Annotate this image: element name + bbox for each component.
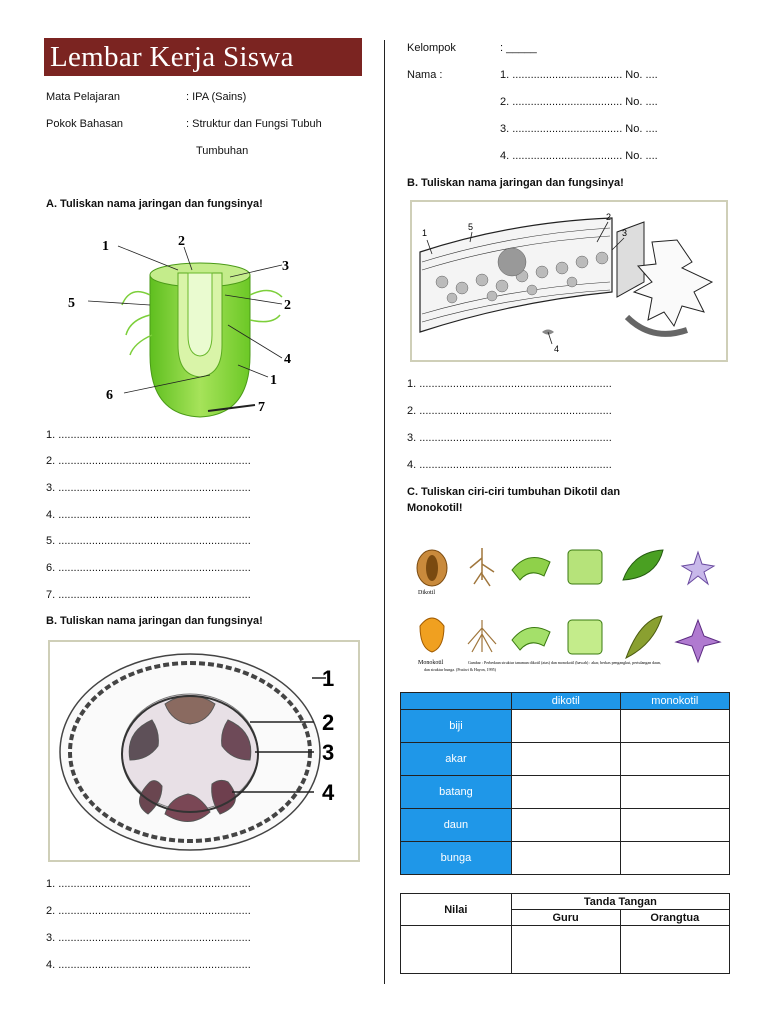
figure-label: 6 — [106, 388, 113, 403]
score-label: Nilai — [401, 894, 512, 926]
table-header: dikotil — [511, 693, 620, 710]
row-label-bunga: bunga — [401, 842, 512, 875]
figure-label: 4 — [322, 780, 335, 805]
figure-label: 2 — [284, 298, 291, 313]
figure-label: 2 — [322, 710, 335, 735]
answer-cell[interactable] — [620, 809, 729, 842]
answer-line[interactable]: 1. ............................................................... — [46, 429, 251, 441]
member-line[interactable]: 3. .................................... No. .... — [500, 123, 658, 135]
answer-cell[interactable] — [620, 776, 729, 809]
answer-cell[interactable] — [511, 743, 620, 776]
figure-label: 1 — [102, 239, 109, 254]
table-row — [401, 809, 730, 842]
figure-label: 1 — [270, 373, 277, 388]
figure-label: 3 — [282, 259, 289, 274]
name-label: Nama : — [407, 69, 443, 81]
answer-line[interactable]: 5. ............................................................... — [46, 535, 251, 547]
member-line[interactable]: 2. .................................... No. .... — [500, 96, 658, 108]
dikotil-caption: Dikotil — [418, 590, 436, 596]
member-line[interactable]: 4. .................................... No. .... — [500, 150, 658, 162]
figure-label: 5 — [468, 222, 474, 232]
dicot-monocot-figure — [408, 540, 728, 680]
column-divider — [384, 40, 385, 984]
group-label: Kelompok — [407, 42, 456, 54]
subject-value: : IPA (Sains) — [186, 91, 247, 103]
leaf-section-figure — [410, 200, 728, 362]
section-b2-heading: B. Tuliskan nama jaringan dan fungsinya! — [407, 177, 624, 189]
row-label-batang: batang — [401, 776, 512, 809]
answer-line[interactable]: 2. ............................................................... — [46, 455, 251, 467]
answer-line[interactable]: 4. ............................................................... — [407, 459, 612, 471]
figure-caption: Gambar : Perbedaan struktur tanaman dikotil (atas) dan monokotil (bawah) : akar, berkas pengangkut, pertulangan daun, — [468, 660, 661, 665]
figure-caption: dan struktur bunga. (Pratiwi & Hayon, 1995) — [424, 667, 496, 672]
section-c-heading: C. Tuliskan ciri-ciri tumbuhan Dikotil dan — [407, 486, 621, 498]
figure-label: 5 — [68, 296, 75, 311]
table-row — [401, 710, 730, 743]
answer-line[interactable]: 1. ............................................................... — [46, 878, 251, 890]
table-header — [401, 693, 512, 710]
answer-cell[interactable] — [620, 842, 729, 875]
figure-label: 7 — [258, 400, 265, 415]
teacher-label: Guru — [511, 910, 620, 926]
parent-signature-cell[interactable] — [620, 926, 729, 974]
monokotil-caption: Monokotil — [418, 660, 444, 666]
table-row — [401, 842, 730, 875]
topic-label: Pokok Bahasan — [46, 118, 124, 130]
figure-label: 4 — [284, 352, 291, 367]
worksheet-title: Lembar Kerja Siswa — [44, 38, 362, 76]
answer-line[interactable]: 1. ............................................................... — [407, 378, 612, 390]
figure-label: 3 — [322, 740, 335, 765]
figure-label: 3 — [622, 228, 628, 238]
answer-cell[interactable] — [511, 842, 620, 875]
signature-table — [400, 893, 730, 974]
stem-section-figure — [48, 640, 360, 862]
answer-line[interactable]: 3. ............................................................... — [46, 482, 251, 494]
answer-line[interactable]: 3. ............................................................... — [407, 432, 612, 444]
answer-cell[interactable] — [620, 743, 729, 776]
section-c-heading-cont: Monokotil! — [407, 502, 463, 514]
figure-label: 4 — [554, 344, 560, 354]
row-label-akar: akar — [401, 743, 512, 776]
topic-value: : Struktur dan Fungsi Tubuh — [186, 118, 322, 130]
signature-label: Tanda Tangan — [511, 894, 729, 910]
answer-cell[interactable] — [511, 809, 620, 842]
group-field[interactable]: : _____ — [500, 42, 537, 54]
topic-value-cont: Tumbuhan — [196, 145, 249, 157]
parent-label: Orangtua — [620, 910, 729, 926]
table-row — [401, 776, 730, 809]
figure-label: 1 — [322, 666, 335, 691]
figure-label: 1 — [422, 228, 428, 238]
answer-cell[interactable] — [620, 710, 729, 743]
answer-line[interactable]: 2. ............................................................... — [46, 905, 251, 917]
answer-line[interactable]: 4. ............................................................... — [46, 509, 251, 521]
answer-line[interactable]: 2. ............................................................... — [407, 405, 612, 417]
row-label-daun: daun — [401, 809, 512, 842]
score-cell[interactable] — [401, 926, 512, 974]
row-label-biji: biji — [401, 710, 512, 743]
subject-label: Mata Pelajaran — [46, 91, 120, 103]
answer-line[interactable]: 4. ............................................................... — [46, 959, 251, 971]
root-tip-figure — [60, 225, 310, 420]
answer-cell[interactable] — [511, 776, 620, 809]
answer-line[interactable]: 3. ............................................................... — [46, 932, 251, 944]
section-a-heading: A. Tuliskan nama jaringan dan fungsinya! — [46, 198, 263, 210]
comparison-table — [400, 692, 730, 875]
answer-line[interactable]: 7. ............................................................... — [46, 589, 251, 601]
figure-label: 2 — [178, 234, 185, 249]
member-line[interactable]: 1. .................................... No. .... — [500, 69, 658, 81]
section-b1-heading: B. Tuliskan nama jaringan dan fungsinya! — [46, 615, 263, 627]
answer-cell[interactable] — [511, 710, 620, 743]
answer-line[interactable]: 6. ............................................................... — [46, 562, 251, 574]
figure-label: 2 — [606, 212, 612, 222]
table-header: monokotil — [620, 693, 729, 710]
table-row — [401, 743, 730, 776]
teacher-signature-cell[interactable] — [511, 926, 620, 974]
